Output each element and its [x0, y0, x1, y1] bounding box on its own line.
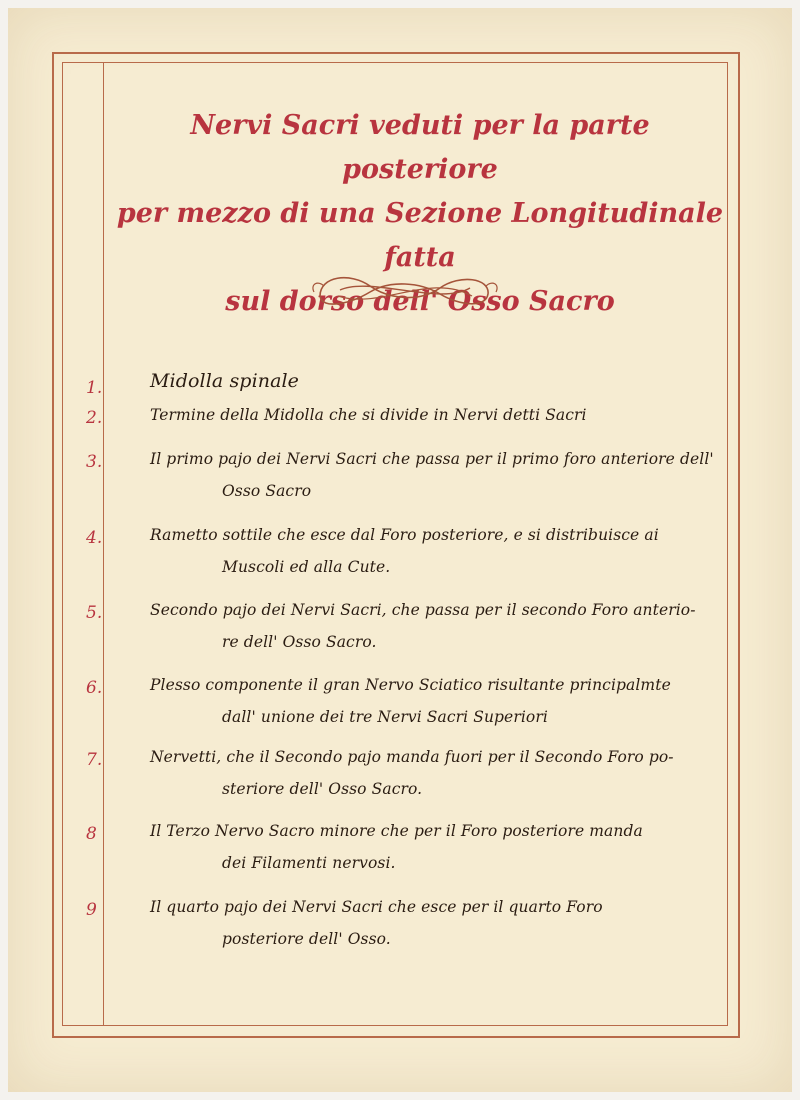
item-number: 2.	[86, 408, 103, 428]
item-text-line-1: Il quarto pajo dei Nervi Sacri che esce per il quarto Foro	[150, 898, 603, 916]
item-text-line-1: Termine della Midolla che si divide in Nervi detti Sacri	[150, 406, 587, 424]
item-text-line-1: Il primo pajo dei Nervi Sacri che passa per il primo foro anteriore dell'	[150, 450, 714, 468]
title-line-3: sul dorso dell' Osso Sacro	[225, 286, 615, 317]
title-line-1: Nervi Sacri veduti per la parte posteriore	[190, 110, 650, 185]
item-text-line-2: Muscoli ed alla Cute.	[222, 558, 391, 576]
item-number: 4.	[86, 528, 103, 548]
item-text-line-2: re dell' Osso Sacro.	[222, 633, 377, 651]
item-text-line-1: Rametto sottile che esce dal Foro posteriore, e si distribuisce ai	[150, 526, 659, 544]
item-number: 9	[86, 900, 97, 920]
item-number: 6.	[86, 678, 103, 698]
item-number: 8	[86, 824, 97, 844]
item-number: 7.	[86, 750, 103, 770]
item-number: 1.	[86, 378, 103, 398]
item-text-line-1: Secondo pajo dei Nervi Sacri, che passa per il secondo Foro anterio-	[150, 601, 696, 619]
item-text-line-2: dall' unione dei tre Nervi Sacri Superiori	[222, 708, 548, 726]
item-number: 3.	[86, 452, 103, 472]
calligraphic-flourish	[310, 266, 500, 314]
item-text-line-2: Osso Sacro	[222, 482, 312, 500]
item-text-line-1: Midolla spinale	[150, 370, 300, 392]
item-text-line-1: Nervetti, che il Secondo pajo manda fuori per il Secondo Foro po-	[150, 748, 674, 766]
item-text-line-2: steriore dell' Osso Sacro.	[222, 780, 423, 798]
item-text-line-1: Il Terzo Nervo Sacro minore che per il Foro posteriore manda	[150, 822, 643, 840]
item-number: 5.	[86, 603, 103, 623]
item-text-line-2: posteriore dell' Osso.	[222, 930, 391, 948]
item-text-line-1: Plesso componente il gran Nervo Sciatico risultante principalmte	[150, 676, 671, 694]
title-line-2: per mezzo di una Sezione Longitudinale fatta	[116, 198, 724, 273]
item-text-line-2: dei Filamenti nervosi.	[222, 854, 396, 872]
